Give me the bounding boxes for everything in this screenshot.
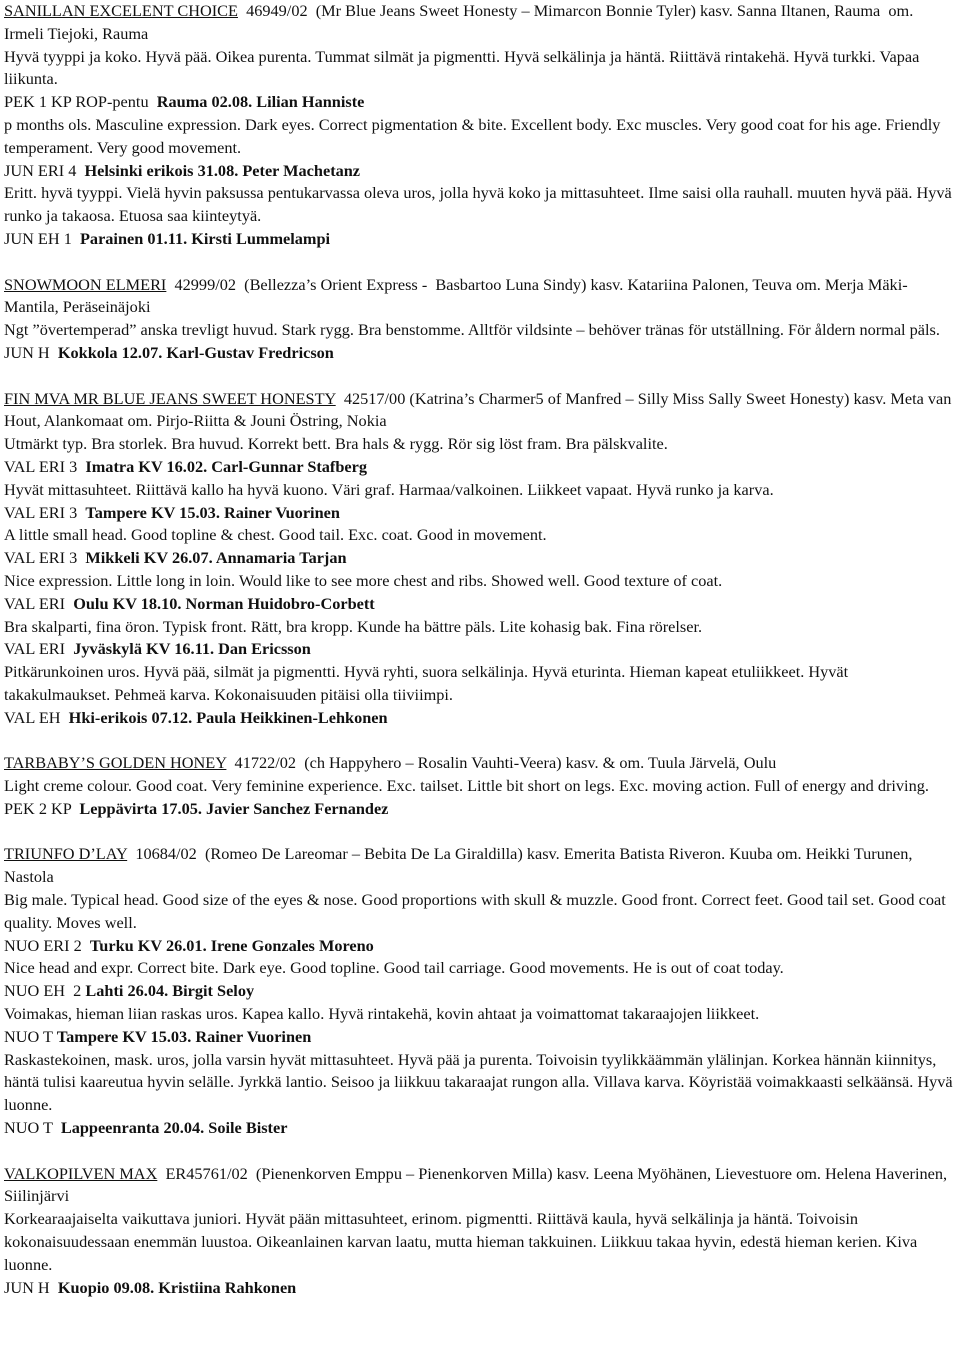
entry-separator [4, 821, 956, 844]
result-grade: VAL EH [4, 707, 69, 727]
show-result [4, 91, 956, 114]
show-and-judge: Oulu KV 18.10. Norman Huidobro-Corbett [73, 593, 375, 613]
show-result [4, 638, 956, 661]
result-grade: NUO ERI 2 [4, 935, 90, 955]
entry-separator [4, 1140, 956, 1163]
critique-text: Light creme colour. Good coat. Very feminine experience. Exc. tailset. Little bit short on legs. Exc. moving action. Full of energy and driving. [4, 776, 929, 796]
entry-separator [4, 730, 956, 753]
result-grade: VAL ERI 3 [4, 548, 86, 568]
show-and-judge: Turku KV 26.01. Irene Gonzales Moreno [89, 935, 374, 955]
dog-header [4, 0, 956, 46]
dog-pedigree: 42999/02 (Bellezza’s Orient Express - Basbartoo Luna Sindy) kasv. Katariina Palonen, Teuva om. Merja Mäki-Mantila, Peräseinäjoki [4, 274, 908, 317]
show-result [4, 456, 956, 479]
critique-text: Raskastekoinen, mask. uros, jolla varsin hyvät mittasuhteet. Hyvä pää ja purenta. Toivoisin tyylikkäämmän ylälinjan. Korkea hännän kiinnitys, häntä tulisi kaareutua hyvin selälle. Jyrkkä lantio. Seisoo ja liikkuu takaraajat rungon alla. Villava karva. Köyristää voimakkaasti selkäänsä. Hyvä luonne. [4, 1049, 953, 1115]
show-and-judge: Tampere KV 15.03. Rainer Vuorinen [56, 1026, 312, 1046]
critique-text: Eritt. hyvä tyyppi. Vielä hyvin paksussa pentukarvassa oleva uros, jolla hyvä koko ja mittasuhteet. Ilme saisi olla rauhall. muuten hyvä pää. Hyvä runko ja takaosa. Etuosa saa kiinteytyä. [4, 183, 952, 226]
show-and-judge: Kokkola 12.07. Karl-Gustav Fredricson [57, 342, 334, 362]
result-grade: NUO T [4, 1118, 61, 1138]
dog-name: TRIUNFO D’LAY [4, 844, 128, 864]
dog-pedigree: 41722/02 (ch Happyhero – Rosalin Vauhti-Veera) kasv. & om. Tuula Järvelä, Oulu [226, 753, 777, 773]
show-result [4, 593, 956, 616]
show-result [4, 1117, 956, 1140]
show-and-judge: Leppävirta 17.05. Javier Sanchez Fernandez [79, 798, 389, 818]
critique-text: Korkearaajaiselta vaikuttava juniori. Hyvät pään mittasuhteet, erinom. pigmentti. Riittävä kaula, hyvä selkälinja ja häntä. Toivoisin kokonaisuudessaan enemmän luustoa. Oikeanlainen karvan laatu, mutta hieman takkuinen. Liikkuu takaa hyvin, edestä hieman kerien. Kiva luonne. [4, 1209, 918, 1274]
show-result [4, 1026, 956, 1049]
dog-pedigree: 46949/02 (Mr Blue Jeans Sweet Honesty – Mimarcon Bonnie Tyler) kasv. Sanna Iltanen, Rauma om. Irmeli Tiejoki, Rauma [4, 1, 918, 43]
result-grade: VAL ERI [4, 593, 74, 613]
dog-header [4, 843, 956, 889]
show-and-judge: Kuopio 09.08. Kristiina Rahkonen [57, 1277, 297, 1297]
show-result [4, 342, 956, 365]
critique-text: Pitkärunkoinen uros. Hyvä pää, silmät ja pigmentti. Hyvä ryhti, suora selkälinja. Hyvä eturinta. Hieman kapeat etuliikkeet. Hyvät takakulmaukset. Pehmeä karva. Kokonaisuuden pitäisi olla tiiviimpi. [4, 662, 849, 704]
dog-pedigree: 10684/02 (Romeo De Lareomar – Bebita De La Giraldilla) kasv. Emerita Batista Riveron. Kuuba om. Heikki Turunen, Nastola [4, 844, 917, 887]
result-grade: NUO T [4, 1026, 57, 1046]
dog-name: VALKOPILVEN MAX [4, 1163, 158, 1183]
show-result [4, 935, 956, 958]
show-and-judge: Imatra KV 16.02. Carl-Gunnar Stafberg [85, 456, 368, 476]
critique-text: Nice expression. Little long in loin. Would like to see more chest and ribs. Showed well. Good texture of coat. [4, 570, 723, 590]
critique-text: Big male. Typical head. Good size of the eyes & nose. Good proportions with skull & muzzle. Good front. Correct feet. Good tail set. Good coat quality. Moves well. [4, 890, 946, 932]
result-grade: PEK 2 KP [4, 798, 80, 818]
show-and-judge: Mikkeli KV 26.07. Annamaria Tarjan [85, 548, 347, 568]
show-and-judge: Parainen 01.11. Kirsti Lummelampi [79, 228, 331, 248]
dog-entry [4, 0, 956, 251]
critique-text: Ngt ”övertemperad” anska trevligt huvud. Stark rygg. Bra benstomme. Alltför vildsinte – behöver tränas för utställning. För åldern normal päls. [4, 320, 940, 340]
show-result [4, 707, 956, 730]
dog-entry [4, 1163, 956, 1300]
show-result [4, 798, 956, 821]
show-and-judge: Tampere KV 15.03. Rainer Vuorinen [85, 502, 340, 522]
result-grade: VAL ERI 3 [4, 502, 86, 522]
critique-text: Hyvä tyyppi ja koko. Hyvä pää. Oikea purenta. Tummat silmät ja pigmentti. Hyvä selkälinja ja häntä. Riittävä rintakehä. Hyvä turkki. Vapaa liikunta. [4, 46, 920, 89]
show-result [4, 228, 956, 251]
result-grade: JUN EH 1 [4, 228, 80, 248]
result-grade: JUN ERI 4 [4, 160, 85, 180]
critique-text: A little small head. Good topline & chest. Good tail. Exc. coat. Good in movement. [4, 525, 547, 545]
show-and-judge: Rauma 02.08. Lilian Hanniste [156, 92, 365, 112]
show-result [4, 1277, 956, 1300]
show-result [4, 160, 956, 183]
dog-pedigree: ER45761/02 (Pienenkorven Emppu – Pienenkorven Milla) kasv. Leena Myöhänen, Lievestuore om. Helena Haverinen, Siilinjärvi [4, 1163, 952, 1206]
show-and-judge: Jyväskylä KV 16.11. Dan Ericsson [73, 639, 311, 659]
dog-name: SNOWMOON ELMERI [4, 274, 167, 294]
dog-entry [4, 388, 956, 730]
show-and-judge: Helsinki erikois 31.08. Peter Machetanz [84, 160, 361, 180]
result-grade: PEK 1 KP ROP-pentu [4, 92, 157, 112]
result-grade: NUO EH 2 [4, 981, 86, 1001]
show-and-judge: Hki-erikois 07.12. Paula Heikkinen-Lehkonen [68, 707, 388, 727]
critique-text: Voimakas, hieman liian raskas uros. Kapea kallo. Hyvä rintakehä, kovin ahtaat ja voimattomat takaraajojen liikkeet. [4, 1004, 760, 1024]
show-result [4, 980, 956, 1003]
result-grade: JUN H [4, 342, 58, 362]
critique-text: Bra skalparti, fina öron. Typisk front. Rätt, bra kropp. Kunde ha bättre päls. Lite kohasig bak. Fina rörelser. [4, 616, 703, 636]
critique-text: Utmärkt typ. Bra storlek. Bra huvud. Korrekt bett. Bra hals & rygg. Rör sig löst fram. Bra pälskvalite. [4, 434, 668, 454]
result-grade: VAL ERI [4, 639, 74, 659]
dog-name: FIN MVA MR BLUE JEANS SWEET HONESTY [4, 388, 336, 408]
critique-text: Hyvät mittasuhteet. Riittävä kallo ha hyvä kuono. Väri graf. Harmaa/valkoinen. Liikkeet vapaat. Hyvä runko ja karva. [4, 479, 774, 499]
result-grade: JUN H [4, 1277, 58, 1297]
dog-header [4, 752, 956, 775]
entry-separator [4, 365, 956, 388]
dog-name: TARBABY’S GOLDEN HONEY [4, 753, 227, 773]
dog-header [4, 388, 956, 434]
dog-entry [4, 274, 956, 365]
show-result [4, 502, 956, 525]
entry-separator [4, 251, 956, 274]
critique-text: Nice head and expr. Correct bite. Dark eye. Good topline. Good tail carriage. Good movements. He is out of coat today. [4, 958, 784, 978]
dog-entry [4, 843, 956, 1139]
dog-pedigree: 42517/00 (Katrina’s Charmer5 of Manfred – Silly Miss Sally Sweet Honesty) kasv. Meta van Hout, Alankomaat om. Pirjo-Riitta & Jouni Östring, Nokia [4, 388, 956, 431]
result-grade: VAL ERI 3 [4, 456, 86, 476]
dog-name: SANILLAN EXCELENT CHOICE [4, 1, 238, 20]
dog-header [4, 274, 956, 320]
show-and-judge: Lahti 26.04. Birgit Seloy [85, 981, 255, 1001]
critique-text: p months ols. Masculine expression. Dark eyes. Correct pigmentation & bite. Excellent body. Exc muscles. Very good coat for his age. Friendly temperament. Very good movement. [4, 114, 941, 157]
dog-entry [4, 752, 956, 820]
show-and-judge: Lappeenranta 20.04. Soile Bister [60, 1118, 288, 1138]
show-result [4, 547, 956, 570]
dog-header [4, 1163, 956, 1209]
